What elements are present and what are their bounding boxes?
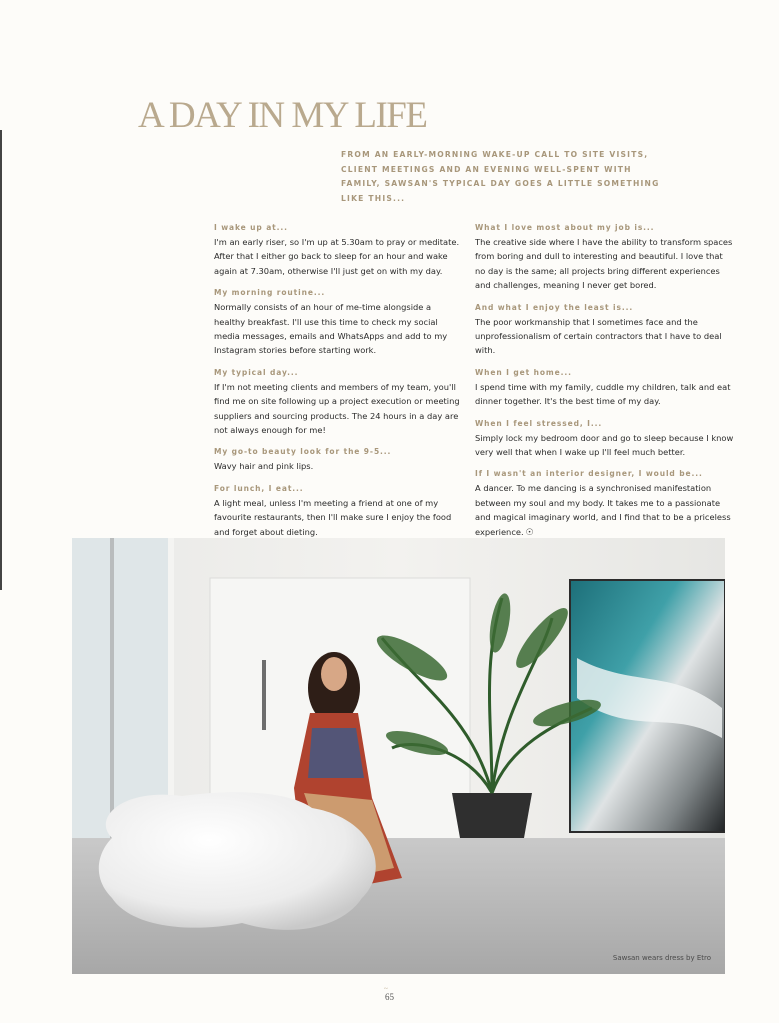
- page-title: A DAY IN MY LIFE: [138, 95, 427, 136]
- qa-heading: And what I enjoy the least is...: [475, 302, 634, 312]
- qa-body: Simply lock my bedroom door and go to sleep because I know very well that when I wake up I'll feel much better.: [475, 432, 734, 458]
- qa-heading: My typical day...: [214, 367, 299, 377]
- qa-body: I spend time with my family, cuddle my children, talk and eat dinner together. It's the best time of my day.: [475, 381, 731, 407]
- qa-body: The poor workmanship that I sometimes face and the unprofessionalism of certain contractors that I have to deal with.: [475, 316, 722, 356]
- qa-body-last: [475, 481, 735, 540]
- end-mark-icon: ☉: [525, 527, 534, 538]
- qa-body: Wavy hair and pink lips.: [214, 461, 314, 472]
- qa-section: [475, 221, 735, 293]
- interior-photo-illustration: [72, 538, 725, 974]
- qa-heading: When I feel stressed, I...: [475, 418, 603, 428]
- qa-section: [214, 445, 464, 473]
- qa-section: [214, 366, 464, 438]
- qa-body: If I'm not meeting clients and members of my team, you'll find me on site following up a project execution or meeting suppliers and sourcing products. The 24 hours in a day are not always enough for me!: [214, 381, 460, 436]
- qa-section: [475, 366, 735, 409]
- qa-section: [214, 221, 464, 278]
- left-column: [214, 221, 464, 547]
- qa-heading: My go-to beauty look for the 9-5...: [214, 447, 392, 457]
- right-column: [475, 221, 735, 548]
- qa-body: I'm an early riser, so I'm up at 5.30am to pray or meditate. After that I either go back to sleep for an hour and wake again at 7.30am, otherwise I'll just get on with my day.: [214, 237, 460, 276]
- qa-section: [214, 482, 464, 539]
- qa-body-text: A dancer. To me dancing is a synchronised manifestation between my soul and my body. It takes me to a passionate and magical imaginary world, and I find that to be a priceless experience.: [475, 483, 731, 537]
- qa-body: The creative side where I have the ability to transform spaces from boring and dull to interesting and beautiful. I love that no day is the same; all projects bring different experiences and challenges, meaning I never get bored.: [475, 237, 733, 291]
- intro-standfirst: FROM AN EARLY-MORNING WAKE-UP CALL TO SITE VISITS, CLIENT MEETINGS AND AN EVENING WELL-SPENT WITH FAMILY, SAWSAN'S TYPICAL DAY GOES A LITTLE SOMETHING LIKE THIS...: [341, 150, 660, 203]
- feature-photo: [72, 538, 725, 974]
- qa-body: Normally consists of an hour of me-time alongside a healthy breakfast. I'll use this time to check my social media messages, emails and WhatsApps and add to my Instagram stories before starting work.: [214, 302, 448, 356]
- qa-section: [475, 417, 735, 460]
- planter: [452, 793, 532, 838]
- qa-section: [214, 286, 464, 358]
- qa-heading: When I get home...: [475, 367, 572, 377]
- qa-heading: What I love most about my job is...: [475, 223, 655, 232]
- photo-caption: Sawsan wears dress by Etro: [612, 954, 711, 962]
- page-ornament: ~: [384, 985, 388, 993]
- qa-heading: If I wasn't an interior designer, I would be...: [475, 469, 703, 479]
- qa-heading: My morning routine...: [214, 288, 326, 298]
- qa-section: [475, 467, 735, 540]
- qa-heading: For lunch, I eat...: [214, 483, 304, 493]
- door-handle: [262, 660, 266, 730]
- qa-body: A light meal, unless I'm meeting a friend at one of my favourite restaurants, then I'll make sure I enjoy the food and forget about dieting.: [214, 497, 452, 537]
- qa-section: [475, 301, 735, 358]
- qa-heading: I wake up at...: [214, 223, 288, 232]
- page-number: 65: [385, 992, 394, 1002]
- page-edge-shadow: [0, 130, 2, 590]
